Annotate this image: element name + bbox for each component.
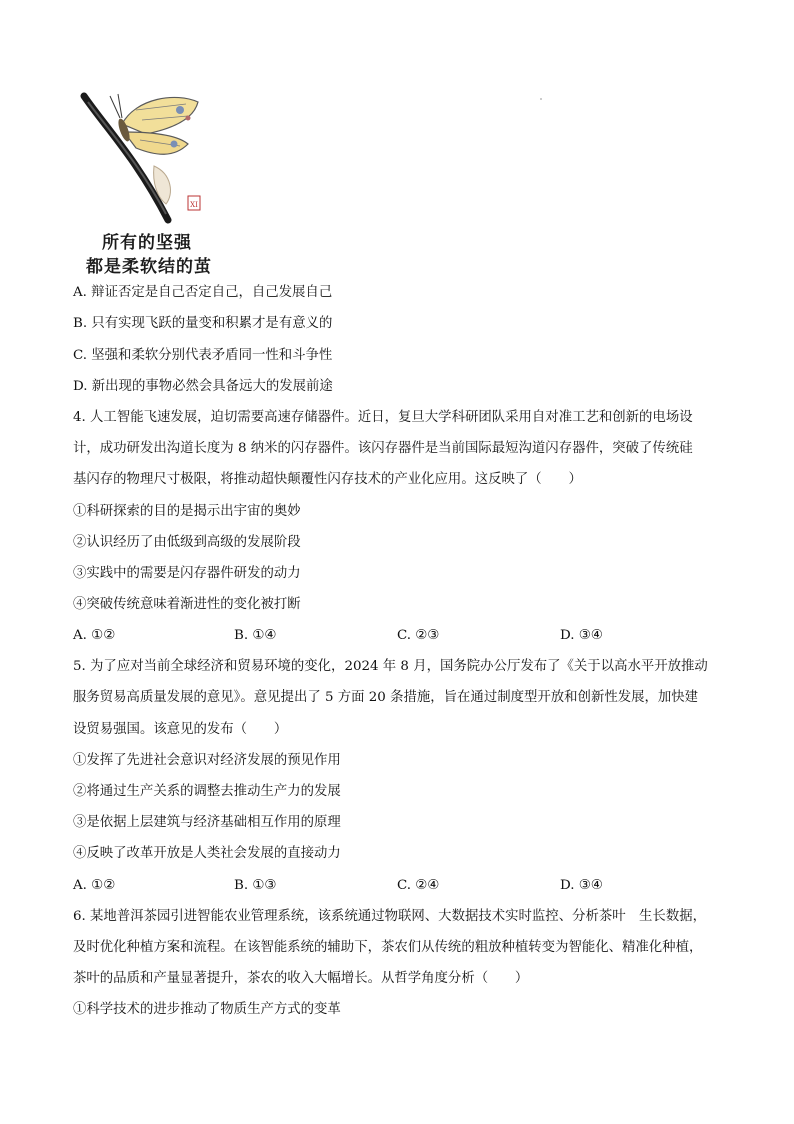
q4-statement-1: ①科研探索的目的是揭示出宇宙的奥妙 — [73, 504, 301, 519]
q4-statement-2: ②认识经历了由低级到高级的发展阶段 — [73, 535, 301, 550]
figure-caption-line2: 都是柔软结的茧 — [86, 257, 212, 277]
q4-choice-b: B. ①④ — [234, 628, 277, 643]
q4-statement-3: ③实践中的需要是闪存器件研发的动力 — [73, 566, 301, 581]
q4-choices — [73, 626, 713, 646]
q5-statement-1: ①发挥了先进社会意识对经济发展的预见作用 — [73, 753, 341, 768]
q5-choice-b: B. ①③ — [234, 878, 277, 893]
q6-stem-line3: 茶叶的品质和产量显著提升，茶农的收入大幅增长。从哲学角度分析（ ） — [73, 971, 529, 986]
svg-text:XI: XI — [190, 201, 198, 209]
butterfly-illustration — [76, 88, 226, 278]
q5-statement-4: ④反映了改革开放是人类社会发展的直接动力 — [73, 846, 341, 861]
q4-choice-d: D. ③④ — [560, 628, 603, 643]
q4-stem-line3: 基闪存的物理尺寸极限，将推动超快颠覆性闪存技术的产业化应用。这反映了（ ） — [73, 472, 582, 487]
q5-stem-line2: 服务贸易高质量发展的意见》。意见提出了 5 方面 20 条措施，旨在通过制度型开放和创新性发展，加快建 — [73, 690, 699, 705]
q5-statement-3: ③是依据上层建筑与经济基础相互作用的原理 — [73, 815, 341, 830]
q6-stem-line2: 及时优化种植方案和流程。在该智能系统的辅助下，茶农们从传统的粗放种植转变为智能化、精准化种植， — [73, 940, 703, 955]
q6-statement-1: ①科学技术的进步推动了物质生产方式的变革 — [73, 1002, 341, 1017]
q3-option-d: D. 新出现的事物必然会具备远大的发展前途 — [73, 379, 333, 394]
q3-option-a: A. 辩证否定是自己否定自己，自己发展自己 — [73, 285, 333, 300]
q5-choice-c: C. ②④ — [397, 878, 440, 893]
q4-stem-line1: 4. 人工智能飞速发展，迫切需要高速存储器件。近日，复旦大学科研团队采用自对准工艺和创新的电场设 — [73, 410, 693, 425]
q4-choice-c: C. ②③ — [397, 628, 440, 643]
q5-choice-a: A. ①② — [73, 878, 116, 893]
q3-option-b: B. 只有实现飞跃的量变和积累才是有意义的 — [73, 316, 333, 331]
q4-stem-line2: 计，成功研发出沟道长度为 8 纳米的闪存器件。该闪存器件是当前国际最短沟道闪存器件，突破了传统硅 — [73, 441, 693, 456]
q5-stem-line3: 设贸易强国。该意见的发布（ ） — [73, 722, 288, 737]
q5-choice-d: D. ③④ — [560, 878, 603, 893]
q3-option-c: C. 坚强和柔软分别代表矛盾同一性和斗争性 — [73, 348, 333, 363]
q5-choices — [73, 876, 713, 896]
q4-choice-a: A. ①② — [73, 628, 116, 643]
q5-statement-2: ②将通过生产关系的调整去推动生产力的发展 — [73, 784, 341, 799]
scan-speck — [540, 98, 542, 100]
q5-stem-line1: 5. 为了应对当前全球经济和贸易环境的变化，2024 年 8 月，国务院办公厅发布了《关于以高水平开放推动 — [73, 659, 708, 674]
butterfly-icon — [76, 88, 226, 228]
q6-stem-line1: 6. 某地普洱茶园引进智能农业管理系统，该系统通过物联网、大数据技术实时监控、分析茶叶 生长数据， — [73, 909, 706, 924]
q4-statement-4: ④突破传统意味着渐进性的变化被打断 — [73, 597, 301, 612]
figure-caption-line1: 所有的坚强 — [102, 233, 192, 253]
